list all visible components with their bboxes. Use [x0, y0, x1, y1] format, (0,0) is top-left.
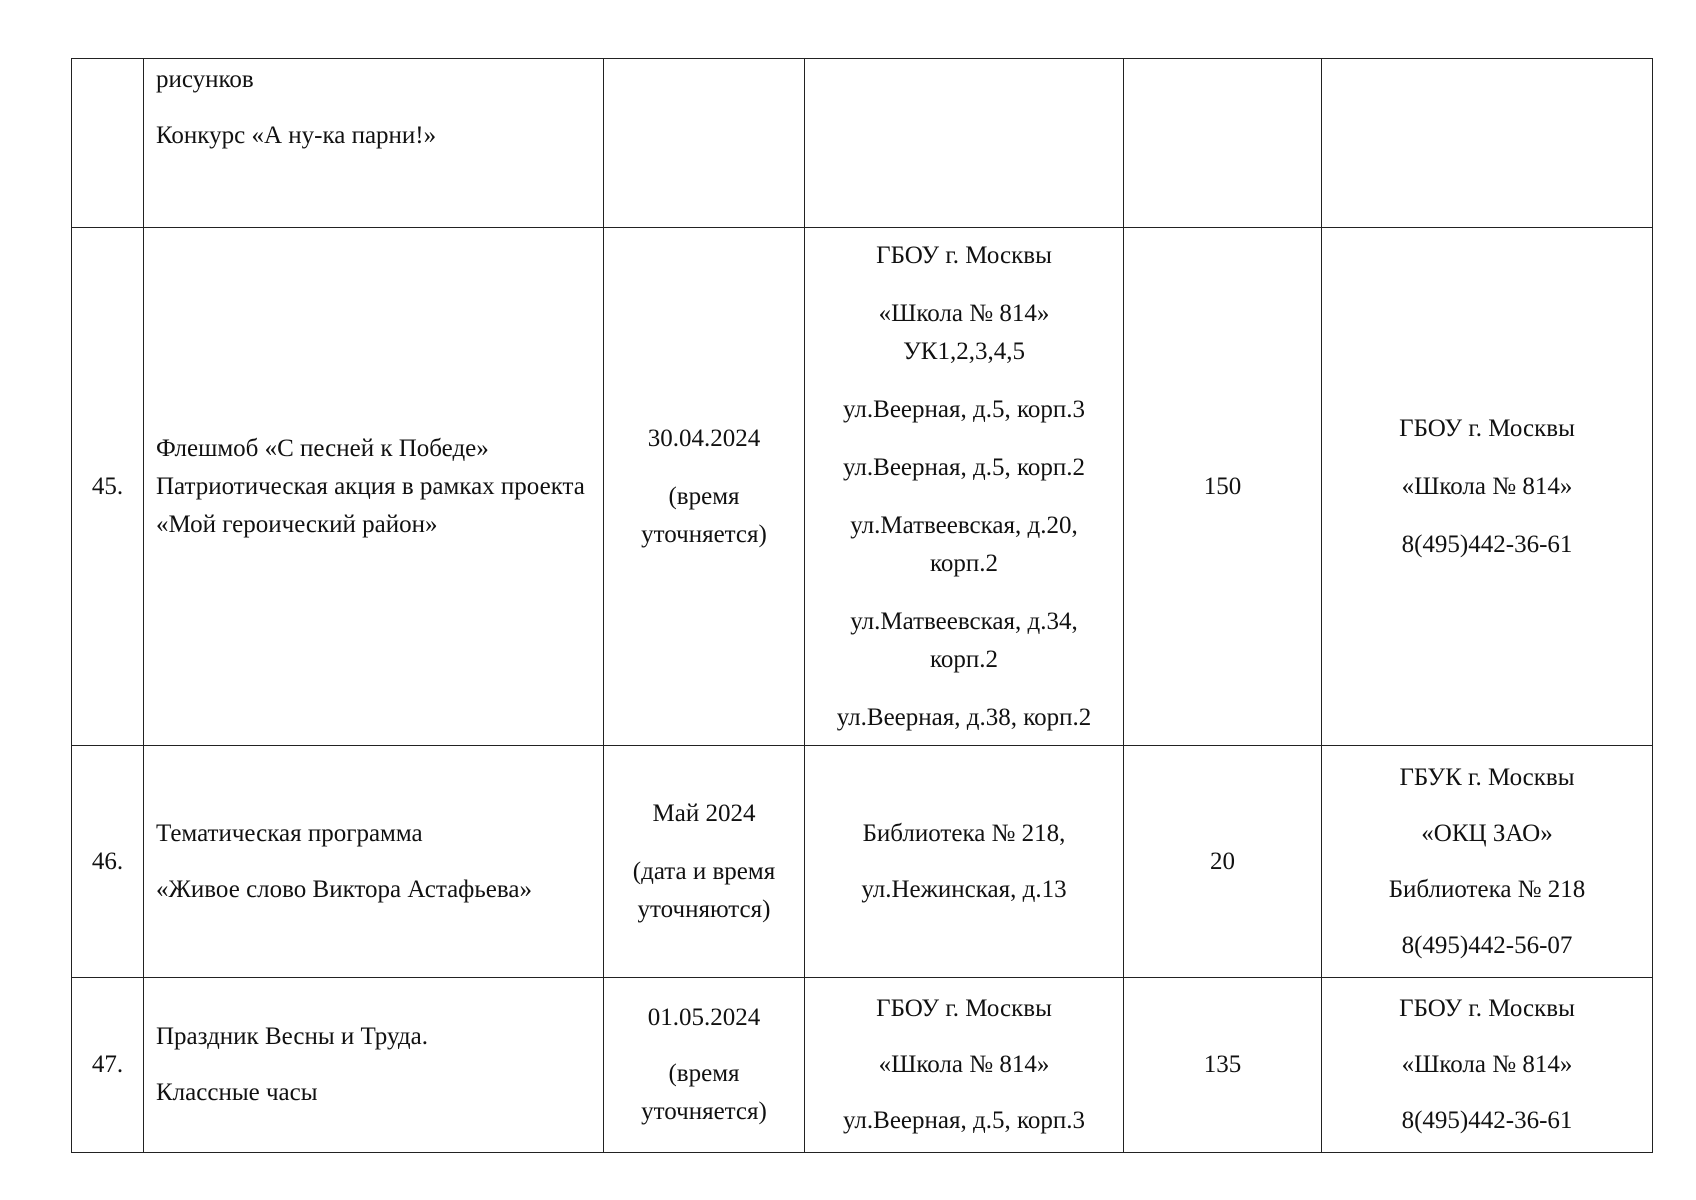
- table-row: [72, 978, 1653, 1153]
- event-description-line: Тематическая программа: [156, 819, 423, 847]
- event-date: Май 2024: [652, 799, 756, 827]
- organizer-cell: [1322, 228, 1653, 746]
- row-number-cell: 45.: [72, 228, 144, 746]
- organizer-line: ГБУК г. Москвы: [1399, 763, 1575, 791]
- event-date: 30.04.2024: [647, 424, 761, 452]
- event-time-note: (время уточняется): [641, 482, 767, 548]
- event-date-cell: [604, 978, 805, 1153]
- place-line: ул.Веерная, д.38, корп.2: [836, 703, 1092, 731]
- table-row: [72, 228, 1653, 746]
- organizer-line: «Школа № 814»: [1401, 472, 1573, 500]
- events-table: [71, 58, 1653, 1153]
- place-line: ГБОУ г. Москвы: [876, 995, 1052, 1022]
- event-time-note: (время уточняется): [641, 1060, 767, 1125]
- row-number-cell: [72, 59, 144, 228]
- place-line: ГБОУ г. Москвы: [876, 241, 1052, 269]
- event-place-cell: [805, 59, 1124, 228]
- place-line: «Школа № 814»: [878, 1051, 1050, 1078]
- event-description-cell: [144, 978, 604, 1153]
- participants-count-cell: [1124, 59, 1322, 228]
- organizer-phone: 8(495)442-36-61: [1401, 1107, 1573, 1134]
- event-description-cell: [144, 746, 604, 978]
- event-date: 01.05.2024: [647, 1004, 761, 1031]
- table-row: [72, 746, 1653, 978]
- event-date-cell: [604, 228, 805, 746]
- participants-count-cell: 135: [1124, 978, 1322, 1153]
- event-description-line: «Живое слово Виктора Астафьева»: [156, 875, 532, 903]
- event-place-cell: [805, 746, 1124, 978]
- event-place-cell: [805, 978, 1124, 1153]
- place-line: ул.Матвеевская, д.34, корп.2: [850, 607, 1078, 673]
- place-line: ул.Веерная, д.5, корп.3: [843, 395, 1085, 423]
- organizer-cell: [1322, 59, 1653, 228]
- organizer-line: «Школа № 814»: [1401, 1051, 1573, 1078]
- event-date-cell: [604, 59, 805, 228]
- event-time-note: (дата и время уточняются): [632, 857, 776, 923]
- organizer-cell: [1322, 746, 1653, 978]
- place-line: ул.Веерная, д.5, корп.3: [843, 1107, 1085, 1134]
- participants-count-cell: 20: [1124, 746, 1322, 978]
- organizer-cell: [1322, 978, 1653, 1153]
- event-place-cell: [805, 228, 1124, 746]
- place-line: Библиотека № 218,: [862, 819, 1066, 847]
- organizer-line: ГБОУ г. Москвы: [1399, 414, 1575, 442]
- event-description-cell: [144, 59, 604, 228]
- organizer-line: ГБОУ г. Москвы: [1399, 995, 1575, 1022]
- participants-count-cell: 150: [1124, 228, 1322, 746]
- event-description-line: Праздник Весны и Труда.: [156, 1023, 428, 1050]
- event-description-cell: [144, 228, 604, 746]
- place-line: «Школа № 814» УК1,2,3,4,5: [878, 299, 1050, 365]
- event-date-cell: [604, 746, 805, 978]
- row-number-cell: 47.: [72, 978, 144, 1153]
- event-description-line: Флешмоб «С песней к Победе» Патриотическая акция в рамках проекта «Мой героический район»: [156, 434, 585, 538]
- place-line: ул.Нежинская, д.13: [861, 875, 1067, 903]
- table-row: [72, 59, 1653, 228]
- organizer-line: Библиотека № 218: [1388, 875, 1586, 903]
- event-description-line: Конкурс «А ну-ка парни!»: [156, 122, 437, 149]
- place-line: ул.Веерная, д.5, корп.2: [843, 453, 1085, 481]
- place-line: ул.Матвеевская, д.20, корп.2: [850, 511, 1078, 577]
- organizer-line: «ОКЦ ЗАО»: [1421, 819, 1553, 847]
- event-description-line: Классные часы: [156, 1079, 318, 1106]
- row-number-cell: 46.: [72, 746, 144, 978]
- organizer-phone: 8(495)442-56-07: [1401, 931, 1573, 959]
- organizer-phone: 8(495)442-36-61: [1401, 530, 1573, 558]
- event-description-line: рисунков: [156, 66, 254, 93]
